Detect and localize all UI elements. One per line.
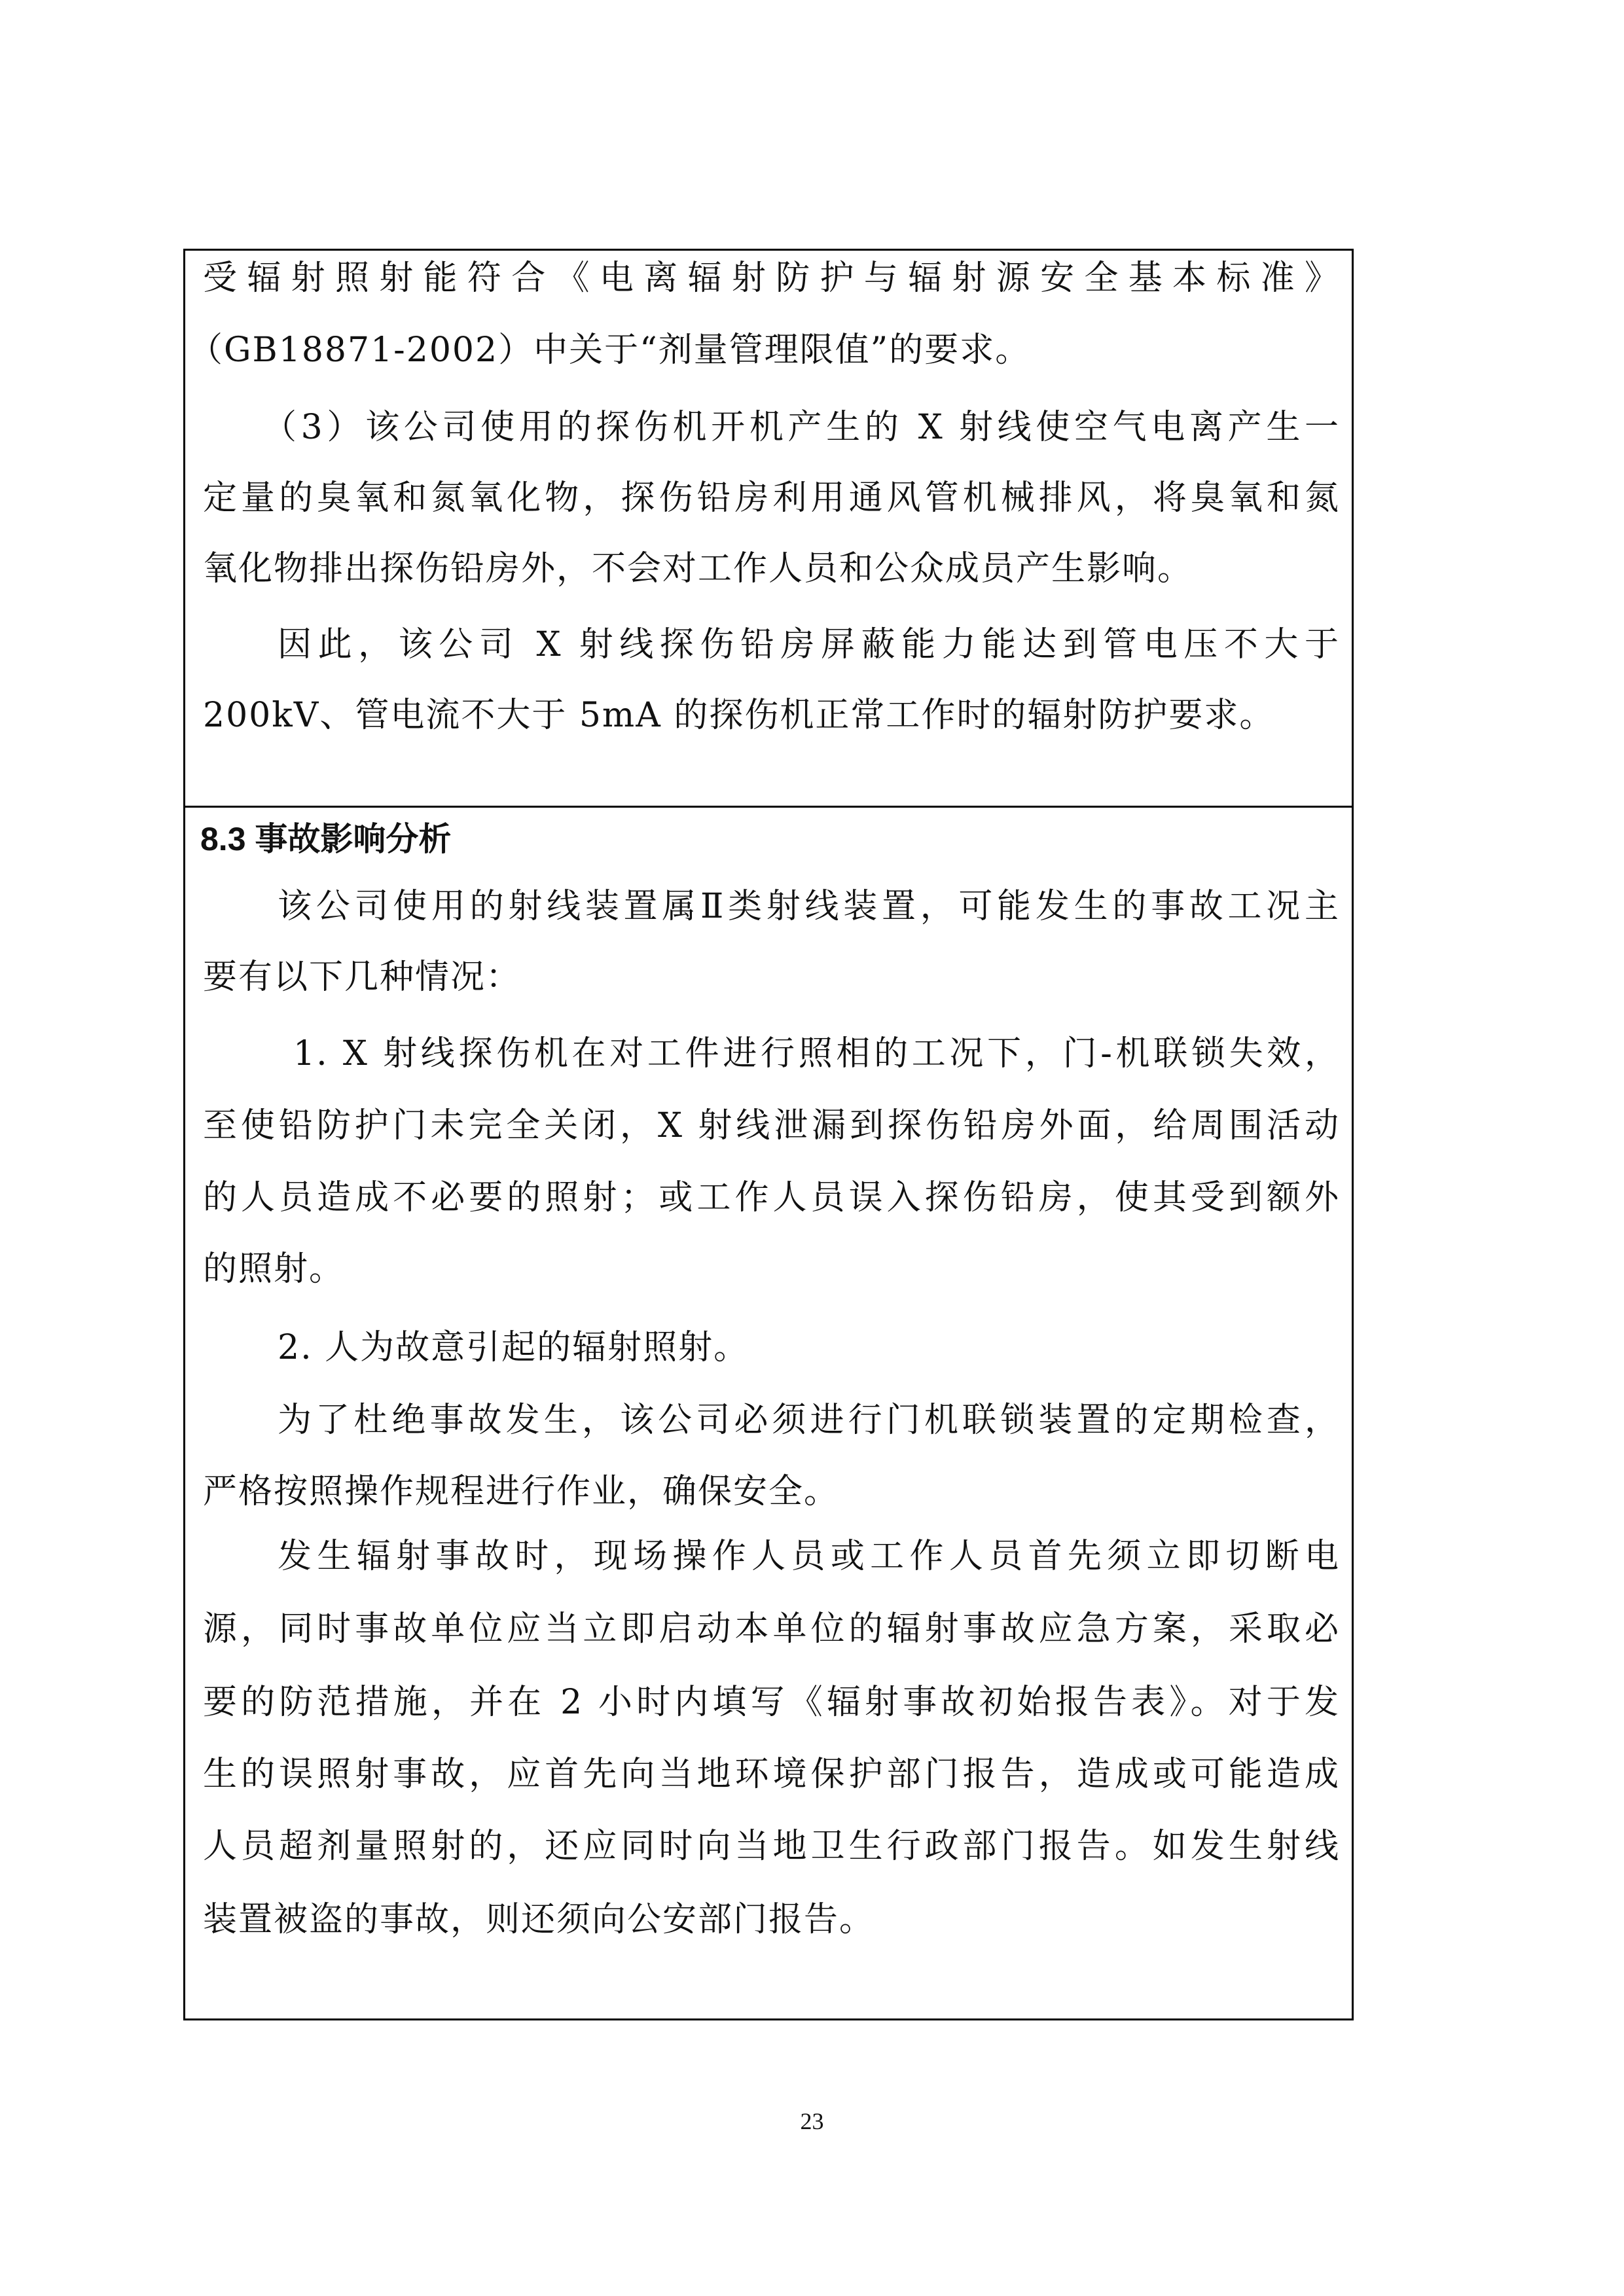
text-line: 严格按照操作规程进行作业，确保安全。 (203, 1472, 840, 1511)
table-cell-top (183, 249, 1354, 808)
text-line: 要有以下几种情况： (203, 958, 522, 997)
text-line: （GB18871-2002）中关于“剂量管理限值”的要求。 (189, 331, 1031, 370)
text-line: 该公司使用的射线装置属Ⅱ类射线装置，可能发生的事故工况主 (278, 887, 1340, 926)
text-line: 氧化物排出探伤铅房外，不会对工作人员和公众成员产生影响。 (203, 549, 1193, 588)
text-line: 装置被盗的事故，则还须向公安部门报告。 (203, 1900, 875, 1939)
text-line: 为了杜绝事故发生，该公司必须进行门机联锁装置的定期检查， (278, 1401, 1340, 1440)
page-number: 23 (800, 2108, 824, 2134)
text-line: 受辐射照射能符合《电离辐射防护与辐射源安全基本标准》 (203, 259, 1340, 298)
table-cell-accident-analysis (183, 806, 1354, 2020)
list-item: 1. X 射线探伤机在对工件进行照相的工况下，门-机联锁失效， (293, 1034, 1340, 1073)
list-item: 2. 人为故意引起的辐射照射。 (278, 1328, 749, 1367)
text-line: 200kV、管电流不大于 5mA 的探伤机正常工作时的辐射防护要求。 (203, 696, 1275, 735)
text-line: 的照射。 (203, 1249, 345, 1289)
text-line: 生的误照射事故，应首先向当地环境保护部门报告，造成或可能造成 (203, 1755, 1340, 1794)
text-line: 因此，该公司 X 射线探伤铅房屏蔽能力能达到管电压不大于 (278, 625, 1340, 664)
text-line: 发生辐射事故时，现场操作人员或工作人员首先须立即切断电 (278, 1537, 1340, 1576)
text-line: 要的防范措施，并在 2 小时内填写《辐射事故初始报告表》。对于发 (203, 1683, 1340, 1722)
text-line: （3）该公司使用的探伤机开机产生的 X 射线使空气电离产生一 (262, 408, 1340, 447)
text-line: 至使铅防护门未完全关闭，X 射线泄漏到探伤铅房外面，给周围活动 (203, 1106, 1340, 1145)
text-line: 源，同时事故单位应当立即启动本单位的辐射事故应急方案，采取必 (203, 1609, 1340, 1649)
text-line: 人员超剂量照射的，还应同时向当地卫生行政部门报告。如发生射线 (203, 1827, 1340, 1866)
section-heading: 8.3 事故影响分析 (200, 821, 452, 857)
text-line: 的人员造成不必要的照射；或工作人员误入探伤铅房，使其受到额外 (203, 1178, 1340, 1217)
text-line: 定量的臭氧和氮氧化物，探伤铅房利用通风管机械排风，将臭氧和氮 (203, 478, 1340, 518)
